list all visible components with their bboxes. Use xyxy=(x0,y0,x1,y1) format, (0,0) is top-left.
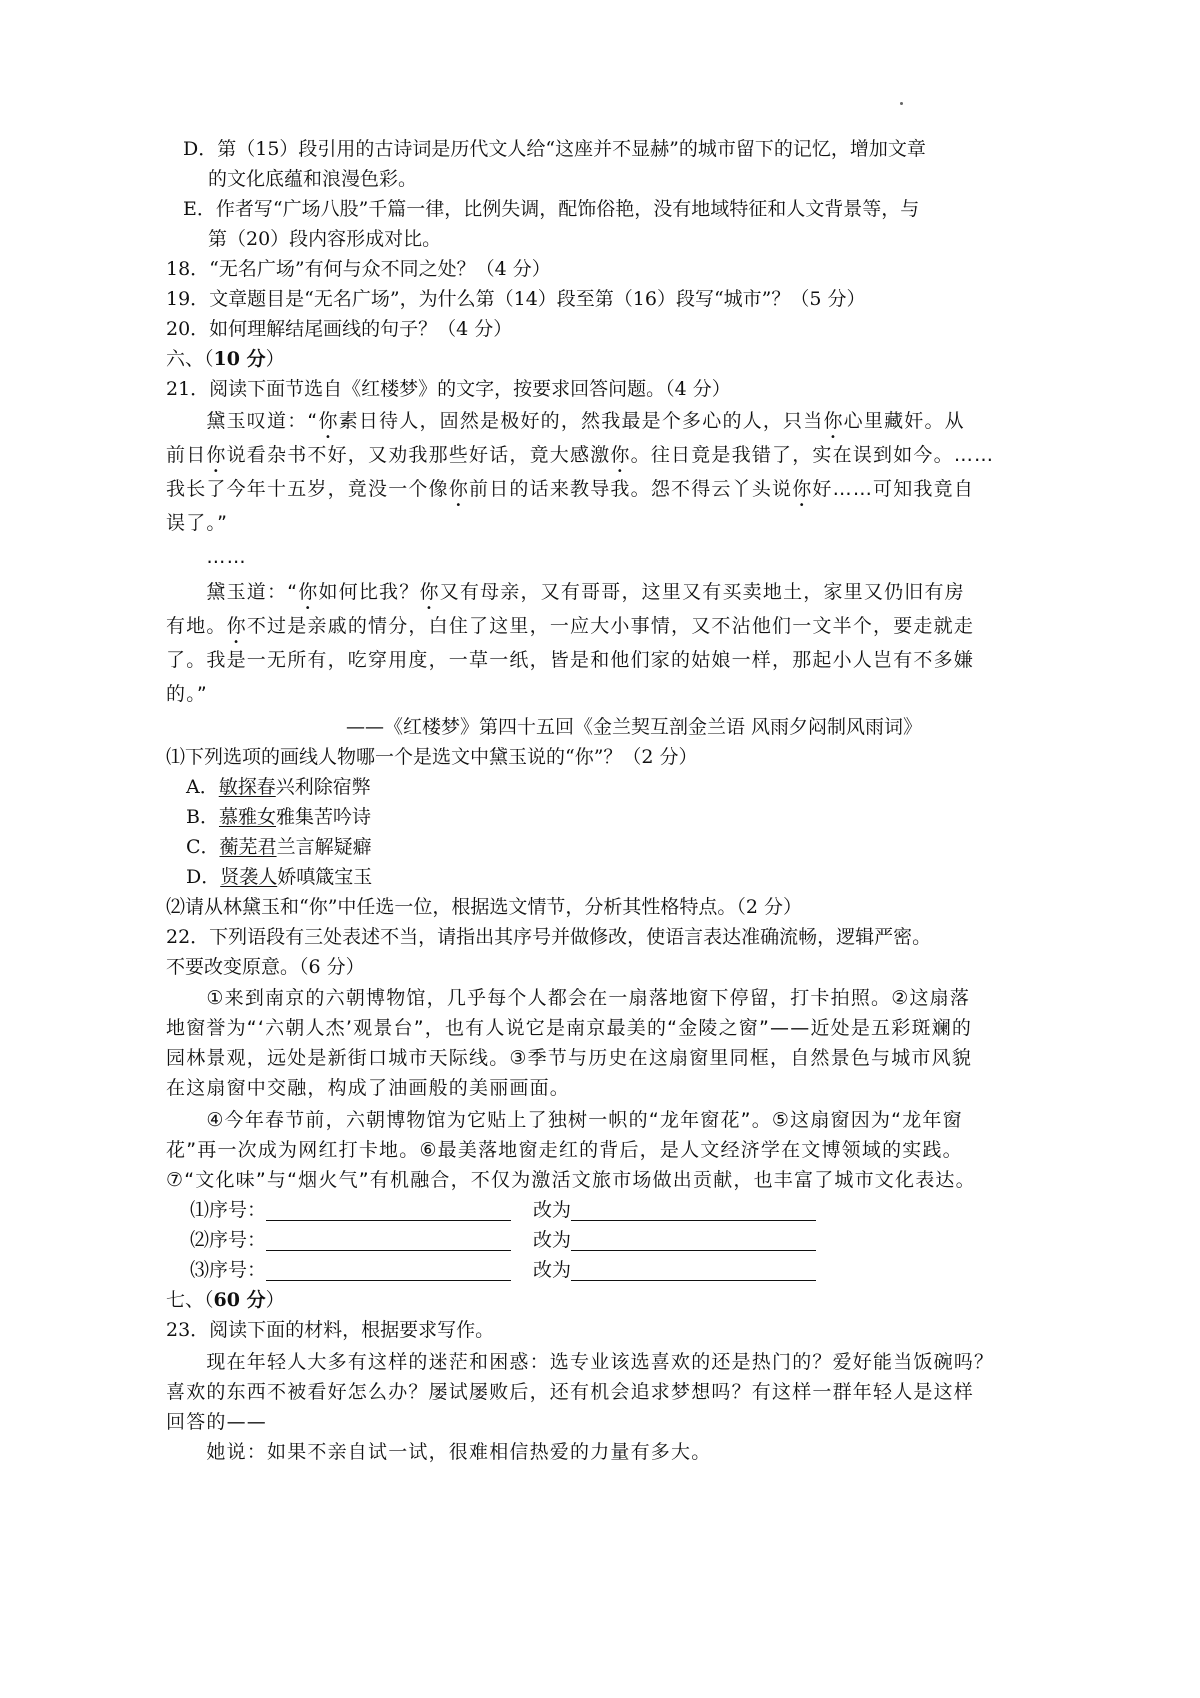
question-20: 20．如何理解结尾画线的句子？（4 分） xyxy=(166,318,513,340)
section-7-heading: 七、（60 分） xyxy=(166,1289,285,1311)
q21-option-d: D．贤袭人娇嗔箴宝玉 xyxy=(186,866,373,888)
q23-passage-line3: 回答的—— xyxy=(166,1411,268,1433)
q17-option-e-line2: 第（20）段内容形成对比。 xyxy=(208,228,442,250)
q23-passage-line4: 她说：如果不亲自试一试，很难相信热爱的力量有多大。 xyxy=(166,1441,712,1463)
q22-passage1-line3: 园林景观，远处是新街口城市天际线。③季节与历史在这扇窗里同框，自然景色与城市风貌 xyxy=(166,1047,973,1069)
q22-passage1-line2: 地窗誉为“‘六朝人杰’观景台”，也有人说它是南京最美的“金陵之窗”——近处是五彩斑斓的 xyxy=(166,1017,973,1039)
q21-passage2-line4: 的。” xyxy=(166,683,208,705)
q21-passage1-line1: 黛玉叹道：“你素日待人，固然是极好的，然我最是个多心的人，只当你心里藏奸。从 xyxy=(166,410,965,432)
answer-blank[interactable] xyxy=(266,1202,511,1221)
q21-passage2-line1: 黛玉道：“你如何比我？你又有母亲，又有哥哥，这里又有买卖地土，家里又仍旧有房 xyxy=(166,581,965,603)
q23-passage-line1: 现在年轻人大多有这样的迷茫和困惑：选专业该选喜欢的还是热门的？爱好能当饭碗吗？ xyxy=(166,1351,995,1373)
answer-blank[interactable] xyxy=(266,1232,511,1251)
scan-speck xyxy=(900,102,903,105)
q22-answer-row: ⑶序号： 改为 xyxy=(190,1259,816,1281)
q21-ellipsis: …… xyxy=(166,546,247,568)
q21-sub1: ⑴下列选项的画线人物哪一个是选文中黛玉说的“你”？（2 分） xyxy=(166,746,698,768)
question-22-title-line1: 22．下列语段有三处表述不当，请指出其序号并做修改，使语言表达准确流畅，逻辑严密。 xyxy=(166,926,932,948)
q21-option-b: B．慕雅女雅集苦吟诗 xyxy=(186,806,371,828)
q21-passage2-line3: 了。我是一无所有，吃穿用度，一草一纸，皆是和他们家的姑娘一样，那起小人岂有不多嫌 xyxy=(166,649,975,671)
section-6-heading: 六、（10 分） xyxy=(166,348,285,370)
answer-blank[interactable] xyxy=(571,1232,816,1251)
question-21-title: 21．阅读下面节选自《红楼梦》的文字，按要求回答问题。（4 分） xyxy=(166,378,731,400)
q22-passage2-line1: ④今年春节前，六朝博物馆为它贴上了独树一帜的“龙年窗花”。⑤这扇窗因为“龙年窗 xyxy=(166,1109,963,1131)
question-23-title: 23．阅读下面的材料，根据要求写作。 xyxy=(166,1319,495,1341)
q21-option-c: C．蘅芜君兰言解疑癖 xyxy=(186,836,372,858)
q21-passage1-line3: 我长了今年十五岁，竟没一个像你前日的话来教导我。怨不得云丫头说你好……可知我竟自 xyxy=(166,478,975,500)
q22-passage1-line4: 在这扇窗中交融，构成了油画般的美丽画面。 xyxy=(166,1077,571,1099)
q22-answer-row: ⑵序号： 改为 xyxy=(190,1229,816,1251)
answer-blank[interactable] xyxy=(266,1262,511,1281)
answer-blank[interactable] xyxy=(571,1202,816,1221)
q22-passage1-line1: ①来到南京的六朝博物馆，几乎每个人都会在一扇落地窗下停留，打卡拍照。②这扇落 xyxy=(166,987,971,1009)
q17-option-d-line1: D．第（15）段引用的古诗词是历代文人给“这座并不显赫”的城市留下的记忆，增加文章 xyxy=(183,138,926,160)
q21-passage2-line2: 有地。你不过是亲戚的情分，白住了这里，一应大小事情，又不沾他们一文半个，要走就走 xyxy=(166,615,975,637)
q22-passage2-line2: 花”再一次成为网红打卡地。⑥最美落地窗走红的背后，是人文经济学在文博领域的实践。 xyxy=(166,1139,963,1161)
q21-passage1-line4: 误了。” xyxy=(166,512,229,534)
question-22-title-line2: 不要改变原意。（6 分） xyxy=(166,956,365,978)
q23-passage-line2: 喜欢的东西不被看好怎么办？屡试屡败后，还有机会追求梦想吗？有这样一群年轻人是这样 xyxy=(166,1381,975,1403)
q22-passage2-line3: ⑦“文化味”与“烟火气”有机融合，不仅为激活文旅市场做出贡献，也丰富了城市文化表达。 xyxy=(166,1169,976,1191)
q21-source: ——《红楼梦》第四十五回《金兰契互剖金兰语 风雨夕闷制风雨词》 xyxy=(346,716,923,738)
q21-option-a: A．敏探春兴利除宿弊 xyxy=(186,776,371,798)
q21-sub2: ⑵请从林黛玉和“你”中任选一位，根据选文情节，分析其性格特点。（2 分） xyxy=(166,896,803,918)
q22-answer-row: ⑴序号： 改为 xyxy=(190,1199,816,1221)
question-19: 19．文章题目是“无名广场”，为什么第（14）段至第（16）段写“城市”？（5 分） xyxy=(166,288,866,310)
q17-option-d-line2: 的文化底蕴和浪漫色彩。 xyxy=(208,168,418,190)
answer-blank[interactable] xyxy=(571,1262,816,1281)
q17-option-e-line1: E．作者写“广场八股”千篇一律，比例失调，配饰俗艳，没有地域特征和人文背景等，与 xyxy=(183,198,920,220)
question-18: 18．“无名广场”有何与众不同之处？（4 分） xyxy=(166,258,551,280)
q21-passage1-line2: 前日你说看杂书不好，又劝我那些好话，竟大感激你。往日竟是我错了，实在误到如今。…… xyxy=(166,444,995,466)
